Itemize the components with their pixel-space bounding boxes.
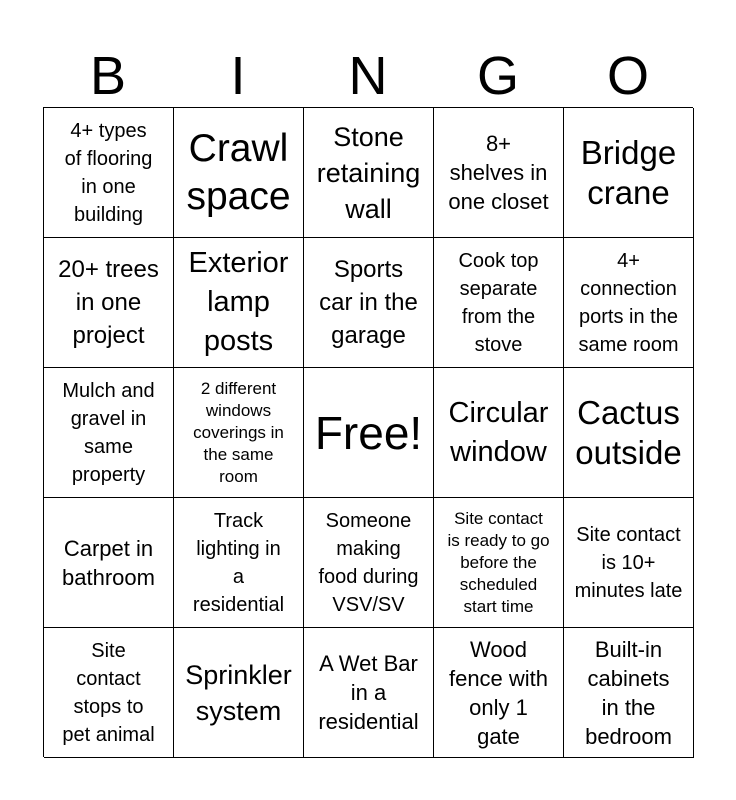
bingo-cell-text: Wood fence with only 1 gate: [448, 636, 549, 749]
bingo-cell-text: Bridge crane: [580, 133, 677, 211]
bingo-cell-text: Crawl space: [186, 126, 291, 218]
bingo-cell-text: Cook top separate from the stove: [458, 249, 539, 356]
bingo-cell-text: Track lighting in a residential: [192, 509, 285, 616]
bingo-cell-text: Carpet in bathroom: [62, 535, 155, 590]
free-space-label: Free!: [314, 406, 423, 459]
bingo-cell-r3c2[interactable]: [174, 368, 304, 498]
header-letter-i: I: [230, 46, 246, 106]
bingo-cell-r2c5[interactable]: [564, 238, 694, 368]
bingo-cell-r4c2[interactable]: [174, 498, 304, 628]
bingo-cell-free[interactable]: [304, 368, 434, 498]
bingo-cell-r1c3[interactable]: [304, 108, 434, 238]
bingo-cell-r3c1[interactable]: [44, 368, 174, 498]
bingo-cell-r3c4[interactable]: [434, 368, 564, 498]
bingo-cell-text: Circular window: [448, 396, 549, 468]
bingo-cell-text: Site contact is ready to go before the scheduled start time: [447, 508, 550, 616]
bingo-header: [43, 44, 693, 108]
bingo-cell-r5c4[interactable]: [434, 628, 564, 758]
bingo-cell-text: Exterior lamp posts: [188, 247, 289, 357]
bingo-board: [43, 107, 693, 757]
bingo-cell-text: Built-in cabinets in the bedroom: [585, 636, 672, 749]
header-letter-o: O: [606, 46, 649, 106]
bingo-cell-text: Sprinkler system: [185, 659, 292, 726]
bingo-cell-text: Site contact is 10+ minutes late: [574, 523, 683, 602]
bingo-cell-text: 4+ types of flooring in one building: [64, 119, 153, 226]
header-letter-g: G: [476, 46, 519, 106]
bingo-cell-r5c2[interactable]: [174, 628, 304, 758]
bingo-cell-text: 2 different windows coverings in the same room: [193, 378, 284, 486]
bingo-cell-r2c1[interactable]: [44, 238, 174, 368]
bingo-cell-r5c1[interactable]: [44, 628, 174, 758]
bingo-cell-r4c3[interactable]: [304, 498, 434, 628]
header-letter-n: N: [348, 46, 388, 106]
bingo-cell-text: Sports car in the garage: [319, 256, 418, 349]
bingo-cell-text: A Wet Bar in a residential: [318, 651, 419, 734]
bingo-cell-r1c4[interactable]: [434, 108, 564, 238]
bingo-cell-r5c3[interactable]: [304, 628, 434, 758]
bingo-cell-r3c5[interactable]: [564, 368, 694, 498]
bingo-cell-text: Someone making food during VSV/SV: [318, 509, 419, 616]
bingo-cell-text: 8+ shelves in one closet: [448, 131, 549, 214]
bingo-cell-text: 4+ connection ports in the same room: [578, 249, 679, 356]
bingo-cell-text: Site contact stops to pet animal: [62, 639, 155, 746]
header-letter-b: B: [89, 46, 127, 106]
bingo-cell-text: Cactus outside: [575, 393, 682, 471]
bingo-cell-text: 20+ trees in one project: [58, 256, 159, 349]
bingo-cell-r4c4[interactable]: [434, 498, 564, 628]
bingo-cell-text: Mulch and gravel in same property: [62, 379, 155, 486]
bingo-cell-text: Stone retaining wall: [316, 121, 421, 224]
bingo-cell-r4c5[interactable]: [564, 498, 694, 628]
bingo-cell-r1c2[interactable]: [174, 108, 304, 238]
bingo-cell-r2c2[interactable]: [174, 238, 304, 368]
bingo-cell-r1c5[interactable]: [564, 108, 694, 238]
bingo-cell-r2c4[interactable]: [434, 238, 564, 368]
bingo-cell-r5c5[interactable]: [564, 628, 694, 758]
bingo-cell-r2c3[interactable]: [304, 238, 434, 368]
bingo-cell-r4c1[interactable]: [44, 498, 174, 628]
bingo-cell-r1c1[interactable]: [44, 108, 174, 238]
